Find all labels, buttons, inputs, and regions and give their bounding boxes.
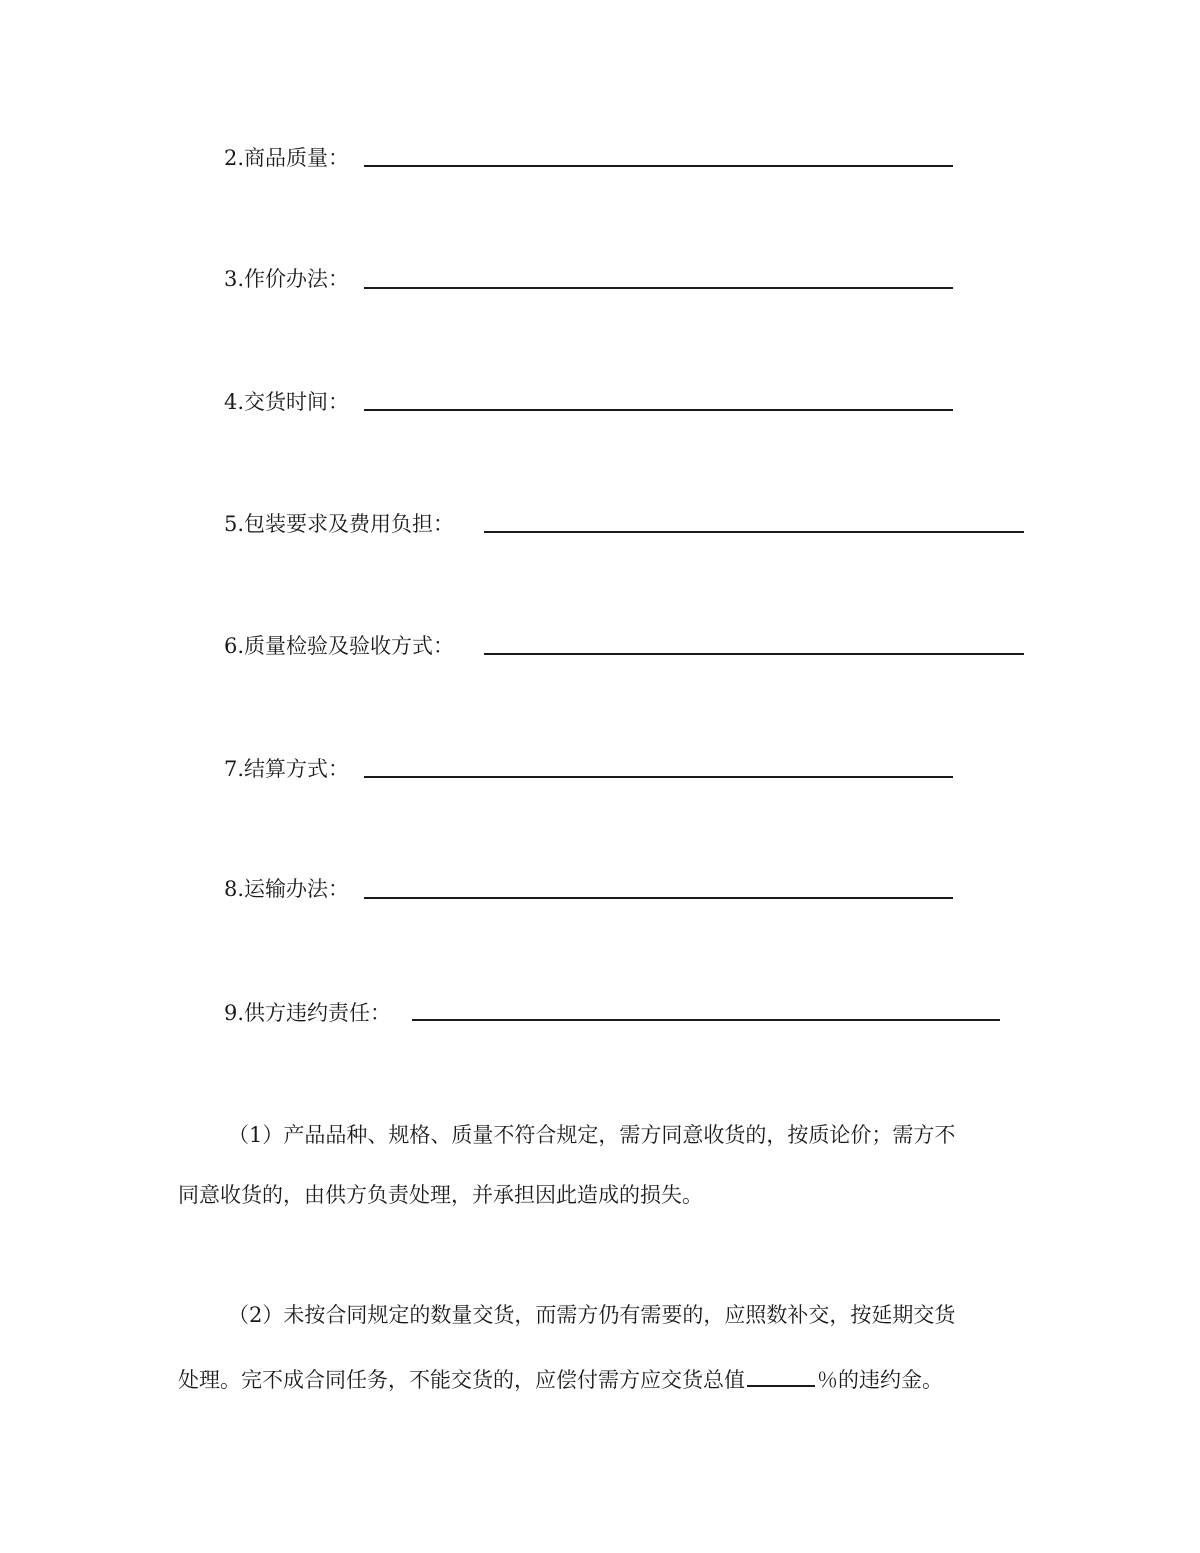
- blank-delivery-time[interactable]: [364, 409, 953, 411]
- blank-supplier-liability[interactable]: [412, 1019, 1000, 1021]
- blank-transport[interactable]: [364, 897, 953, 899]
- blank-inspection[interactable]: [484, 653, 1024, 655]
- blank-packaging[interactable]: [484, 531, 1024, 533]
- field-label-inspection: 6.质量检验及验收方式：: [224, 634, 455, 658]
- blank-pricing-method[interactable]: [364, 287, 953, 289]
- clause-2-line-1: （2）未按合同规定的数量交货，而需方仍有需要的，应照数补交，按延期交货: [228, 1303, 956, 1327]
- clause-2-line-2: [178, 1363, 943, 1395]
- field-label-transport: 8.运输办法：: [224, 877, 350, 901]
- field-label-product-quality: 2.商品质量：: [224, 146, 350, 170]
- clause-1-line-2: 同意收货的，由供方负责处理，并承担因此造成的损失。: [178, 1183, 703, 1207]
- blank-settlement[interactable]: [364, 776, 953, 778]
- blank-product-quality[interactable]: [364, 165, 953, 167]
- clause-1-line-1: （1）产品品种、规格、质量不符合规定，需方同意收货的，按质论价；需方不: [228, 1123, 956, 1147]
- field-label-supplier-liability: 9.供方违约责任：: [224, 1001, 392, 1025]
- clause-2-line-2-before: 处理。完不成合同任务，不能交货的，应偿付需方应交货总值: [178, 1368, 745, 1392]
- clause-1: [178, 1120, 1028, 1220]
- blank-penalty-percent[interactable]: [747, 1363, 815, 1387]
- clause-2-line-2-after: ％的违约金。: [817, 1368, 943, 1392]
- clause-2: [178, 1300, 1028, 1400]
- field-label-delivery-time: 4.交货时间：: [224, 390, 350, 414]
- field-label-settlement: 7.结算方式：: [224, 757, 350, 781]
- field-label-packaging: 5.包装要求及费用负担：: [224, 512, 455, 536]
- field-label-pricing-method: 3.作价办法：: [224, 267, 350, 291]
